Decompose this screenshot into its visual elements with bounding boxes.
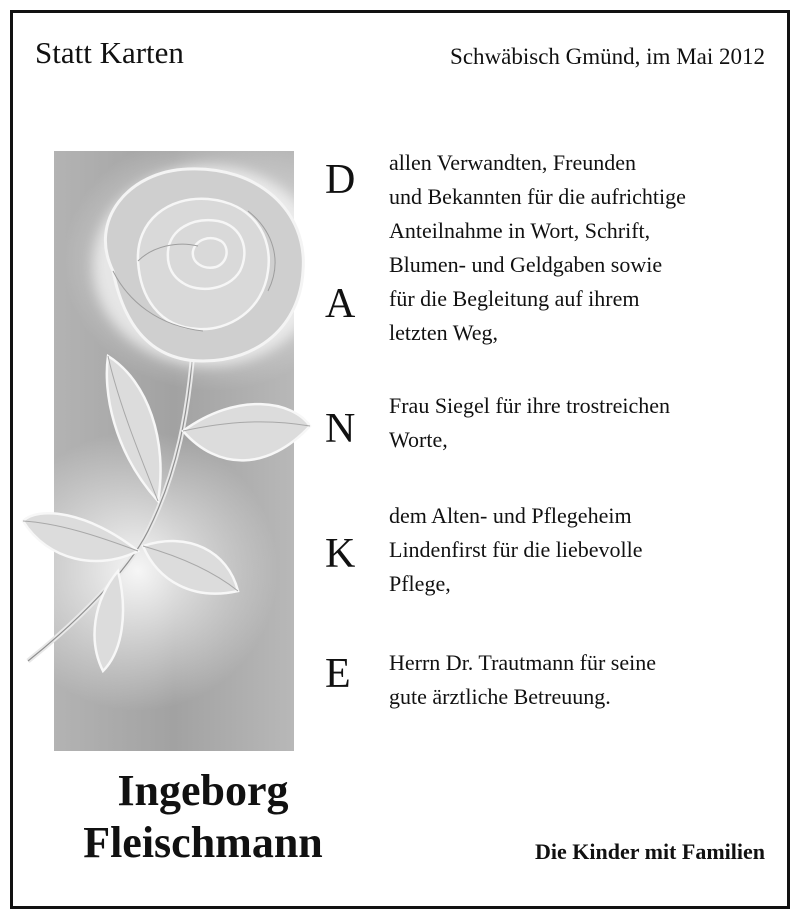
paragraph-line: für die Begleitung auf ihrem xyxy=(389,286,640,311)
paragraph-line: Lindenfirst für die liebevolle xyxy=(389,537,643,562)
thanks-paragraph-doctor xyxy=(389,646,779,714)
paragraph-line: allen Verwandten, Freunden xyxy=(389,150,637,175)
danke-letter-a: A xyxy=(325,281,356,327)
paragraph-line: Worte, xyxy=(389,427,448,452)
paragraph-line: dem Alten- und Pflegeheim xyxy=(389,503,632,528)
thanks-paragraph-care-home xyxy=(389,499,779,601)
thanks-paragraph-siegel xyxy=(389,389,779,457)
paragraph-line: Frau Siegel für ihre trostreichen xyxy=(389,393,671,418)
deceased-name xyxy=(53,765,353,869)
header-place-date: Schwäbisch Gmünd, im Mai 2012 xyxy=(450,44,765,69)
rose-icon xyxy=(18,151,318,751)
obituary-card xyxy=(10,10,790,909)
danke-letter-e: E xyxy=(325,651,351,697)
danke-letter-d: D xyxy=(325,157,356,203)
paragraph-line: und Bekannten für die aufrichtige xyxy=(389,184,686,209)
thanks-paragraph-relatives xyxy=(389,146,779,350)
deceased-last-name: Fleischmann xyxy=(83,818,323,867)
header-statt-karten: Statt Karten xyxy=(35,35,184,70)
paragraph-line: Blumen- und Geldgaben sowie xyxy=(389,252,663,277)
paragraph-line: letzten Weg, xyxy=(389,320,499,345)
paragraph-line: Pflege, xyxy=(389,571,451,596)
paragraph-line: Anteilnahme in Wort, Schrift, xyxy=(389,218,651,243)
rose-image xyxy=(18,151,318,751)
signature: Die Kinder mit Familien xyxy=(535,839,765,864)
paragraph-line: gute ärztliche Betreuung. xyxy=(389,684,611,709)
danke-letter-n: N xyxy=(325,406,356,452)
danke-letter-k: K xyxy=(325,531,356,577)
paragraph-line: Herrn Dr. Trautmann für seine xyxy=(389,650,657,675)
deceased-first-name: Ingeborg xyxy=(117,766,289,815)
